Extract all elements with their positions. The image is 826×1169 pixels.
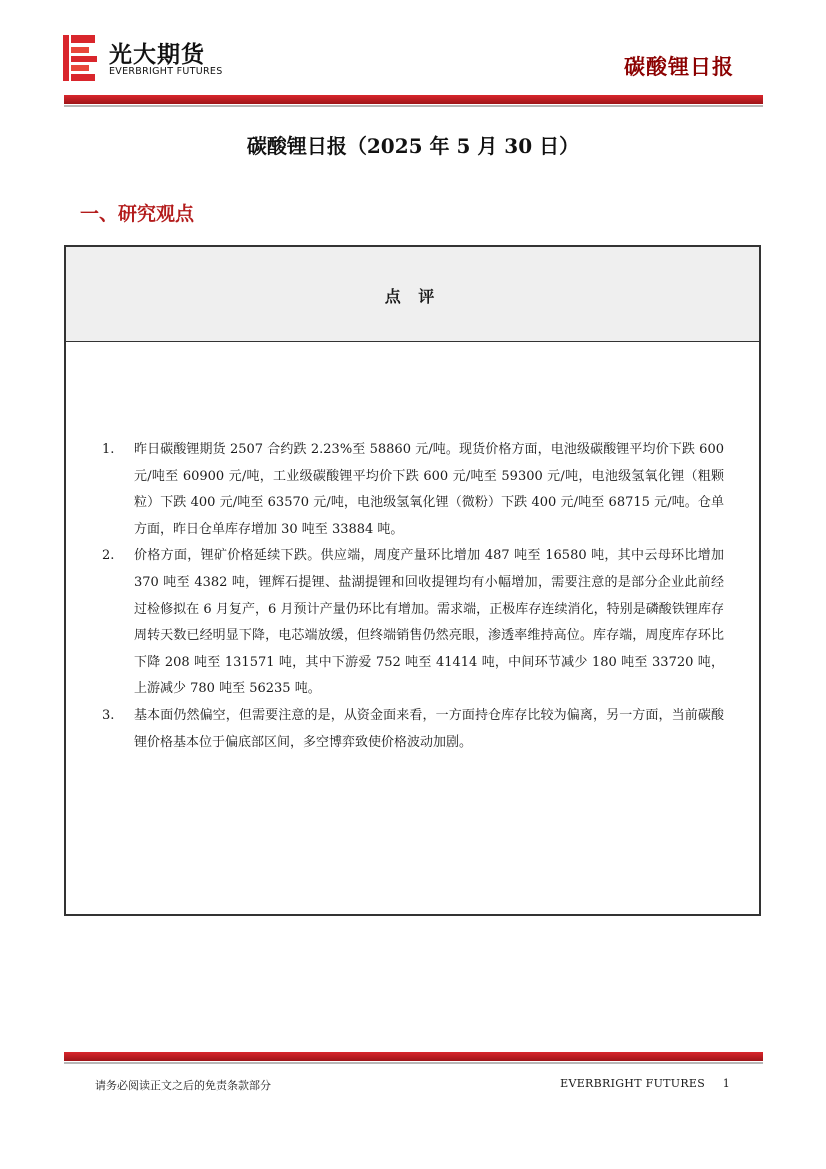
list-item	[102, 437, 724, 543]
list-item-number: 2.	[102, 548, 115, 564]
review-box-header	[66, 247, 759, 342]
list-item	[102, 543, 724, 703]
logo-chinese-name: 光大期货	[109, 42, 205, 68]
review-list	[102, 437, 724, 756]
review-title: 点 评	[384, 287, 441, 306]
company-logo	[63, 35, 243, 83]
logo-english-name: EVERBRIGHT FUTURES	[109, 66, 223, 77]
report-title: 碳酸锂日报（2025 年 5 月 30 日）	[246, 134, 580, 158]
header-report-name: 碳酸锂日报	[624, 54, 734, 79]
everbright-logo-icon	[63, 35, 97, 81]
list-item-text: 价格方面，锂矿价格延续下跌。供应端，周度产量环比增加 487 吨至 16580 吨，其中云母环比增加 370 吨至 4382 吨，锂辉石提锂、盐湖提锂和回收提锂均有小幅增加，需要注意的是部分企业此前经过检修拟在 6 月复产，6 月预计产量仍环比有增加。需求端，正极库存连续消化，特别是磷酸铁锂库存周转天数已经明显下降，电芯端放缓，但终端销售仍然亮眼，渗透率维持高位。库存端，周度库存环比下降 208 吨至 131571 吨，其中下游爱 752 吨至 41414 吨，中间环节减少 180 吨至 33720 吨，上游减少 780 吨至 56235 吨。	[134, 548, 724, 697]
list-item-text: 基本面仍然偏空，但需要注意的是，从资金面来看，一方面持仓库存比较为偏离，另一方面，当前碳酸锂价格基本位于偏底部区间，多空博弈致使价格波动加剧。	[134, 707, 724, 750]
list-item-text: 昨日碳酸锂期货 2507 合约跌 2.23%至 58860 元/吨。现货价格方面，电池级碳酸锂平均价下跌 600 元/吨至 60900 元/吨，工业级碳酸锂平均价下跌 600 元/吨至 59300 元/吨，电池级氢氧化锂（粗颗粒）下跌 400 元/吨至 63570 元/吨，电池级氢氧化锂（微粉）下跌 400 元/吨至 68715 元/吨。仓单方面，昨日仓单库存增加 30 吨至 33884 吨。	[134, 442, 724, 537]
page-number: 1	[722, 1077, 730, 1090]
footer-brand-page	[560, 1077, 730, 1090]
footer-disclaimer: 请务必阅读正文之后的免责条款部分	[95, 1079, 271, 1092]
footer-grey-line	[64, 1062, 763, 1064]
footer-brand: EVERBRIGHT FUTURES	[560, 1077, 706, 1090]
list-item-number: 1.	[102, 442, 115, 457]
header-red-bar	[64, 95, 763, 104]
footer-red-bar	[64, 1052, 763, 1061]
list-item	[102, 703, 724, 756]
review-box	[64, 245, 761, 916]
list-item-number: 3.	[102, 707, 115, 723]
section-heading: 一、研究观点	[80, 203, 195, 225]
header-grey-line	[64, 105, 763, 107]
